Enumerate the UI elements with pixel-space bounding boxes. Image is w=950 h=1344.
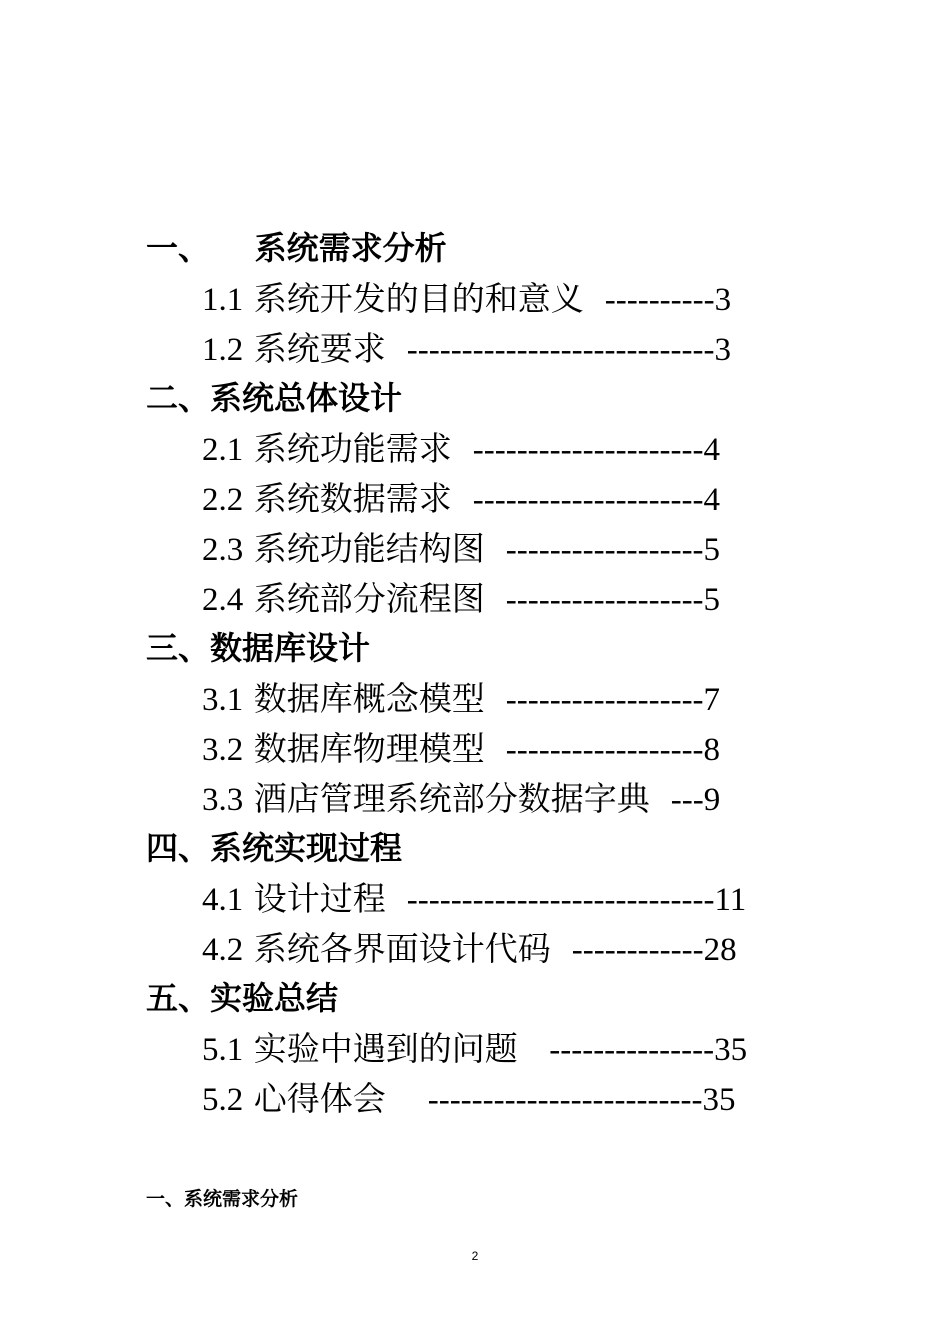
toc-entry-title: 数据库概念模型 <box>253 679 485 718</box>
toc-entry-space <box>243 779 254 818</box>
toc-entry-gap <box>650 779 671 818</box>
toc-entry <box>202 279 732 318</box>
toc-entry-page: 7 <box>703 682 721 718</box>
toc-entry-gap <box>386 879 407 918</box>
toc-entry-page: 5 <box>703 582 721 618</box>
toc-entry-space <box>243 879 254 918</box>
toc-entry-page: 9 <box>703 782 721 818</box>
toc-section-heading: 五、实验总结 <box>146 979 339 1017</box>
toc-entry-page: 3 <box>714 332 731 368</box>
toc-entry-page: 5 <box>703 532 721 568</box>
toc-entry-number: 2.4 <box>202 582 244 618</box>
toc-entry-page: 28 <box>703 932 737 968</box>
toc-entry-page: 3 <box>714 282 732 318</box>
toc-entry-space <box>243 529 254 568</box>
toc-entry-number: 4.2 <box>202 932 244 968</box>
section-heading: 一、系统需求分析 <box>146 1188 299 1210</box>
toc-entry-gap <box>485 679 506 718</box>
toc-entry <box>202 579 721 618</box>
toc-entry-title: 设计过程 <box>253 879 386 918</box>
toc-entry <box>202 679 721 718</box>
toc-entry <box>202 1079 736 1118</box>
toc-entry-space <box>243 679 254 718</box>
toc-entry-title: 系统部分流程图 <box>253 579 485 618</box>
toc-entry-space <box>243 429 254 468</box>
toc-entry-title: 系统数据需求 <box>253 479 452 518</box>
toc-entry-space <box>243 479 254 518</box>
toc-entry <box>202 929 737 968</box>
toc-entry-leader: ------------------ <box>505 682 704 718</box>
toc-entry <box>202 779 721 818</box>
toc-entry-space <box>243 729 254 768</box>
toc-entry-leader: ---------- <box>604 282 715 318</box>
page-number: 2 <box>471 1249 479 1263</box>
toc-entry <box>202 529 721 568</box>
toc-entry-gap <box>485 529 506 568</box>
toc-entry-title: 系统要求 <box>253 329 386 368</box>
toc-entry-leader: ------------------ <box>505 732 704 768</box>
toc-entry-page: 8 <box>703 732 721 768</box>
toc-entry-number: 2.1 <box>202 432 244 468</box>
toc-entry <box>202 479 721 518</box>
toc-entry-page: 35 <box>702 1082 736 1118</box>
toc-entry-number: 5.2 <box>202 1082 244 1118</box>
toc-section-heading: 一、 系统需求分析 <box>146 229 447 267</box>
toc-entry-leader: ------------------ <box>505 582 704 618</box>
toc-entry-leader: ------------------ <box>505 532 704 568</box>
toc-entry <box>202 429 721 468</box>
toc-entry-leader: ------------ <box>571 932 704 968</box>
toc-entry <box>202 729 721 768</box>
toc-entry-page: 35 <box>714 1032 748 1068</box>
toc-entry-leader: ---------------------------- <box>406 332 715 368</box>
toc-entry-gap <box>518 1029 549 1068</box>
toc-entry-leader: ------------------------- <box>427 1082 703 1118</box>
toc-entry-number: 2.2 <box>202 482 244 518</box>
toc-section-heading: 三、数据库设计 <box>146 629 371 667</box>
toc-entry-number: 1.1 <box>202 282 244 318</box>
toc-entry <box>202 329 731 368</box>
toc-entry-space <box>243 329 254 368</box>
toc-entry-leader: --------------------- <box>472 432 704 468</box>
toc-entry-space <box>243 1029 254 1068</box>
toc-entry-title: 心得体会 <box>253 1079 386 1118</box>
toc-entry-number: 3.3 <box>202 782 244 818</box>
toc-entry-title: 系统功能需求 <box>253 429 452 468</box>
toc-entry-leader: --- <box>670 782 704 818</box>
toc-entry-gap <box>485 729 506 768</box>
toc-entry-space <box>243 579 254 618</box>
toc-entry-space <box>243 929 254 968</box>
toc-section-heading: 二、系统总体设计 <box>146 379 403 417</box>
toc-entry-number: 3.2 <box>202 732 244 768</box>
toc-entry-gap <box>386 1079 428 1118</box>
toc-entry-title: 实验中遇到的问题 <box>253 1029 518 1068</box>
toc-entry <box>202 1029 748 1068</box>
toc-section-heading: 四、系统实现过程 <box>146 829 403 867</box>
toc-entry-page: 4 <box>703 432 721 468</box>
toc-entry-leader: --------------------- <box>472 482 704 518</box>
toc-entry-page: 4 <box>703 482 721 518</box>
toc-entry-gap <box>452 479 473 518</box>
toc-entry <box>202 879 747 918</box>
toc-entry-gap <box>485 579 506 618</box>
toc-entry-title: 数据库物理模型 <box>253 729 485 768</box>
toc-entry-page: 11 <box>714 882 747 918</box>
toc-entry-gap <box>386 329 407 368</box>
toc-entry-title: 酒店管理系统部分数据字典 <box>253 779 650 818</box>
toc-entry-number: 3.1 <box>202 682 244 718</box>
toc-entry-leader: ---------------------------- <box>406 882 715 918</box>
toc-entry-number: 2.3 <box>202 532 244 568</box>
toc-entry-title: 系统各界面设计代码 <box>253 929 551 968</box>
toc-entry-number: 5.1 <box>202 1032 244 1068</box>
toc-entry-space <box>243 1079 254 1118</box>
toc-entry-number: 1.2 <box>202 332 244 368</box>
toc-entry-title: 系统开发的目的和意义 <box>253 279 584 318</box>
toc-entry-gap <box>551 929 572 968</box>
toc-entry-number: 4.1 <box>202 882 244 918</box>
toc-entry-gap <box>452 429 473 468</box>
toc-entry-leader: --------------- <box>549 1032 715 1068</box>
toc-entry-space <box>243 279 254 318</box>
toc-entry-title: 系统功能结构图 <box>253 529 485 568</box>
toc-entry-gap <box>584 279 605 318</box>
